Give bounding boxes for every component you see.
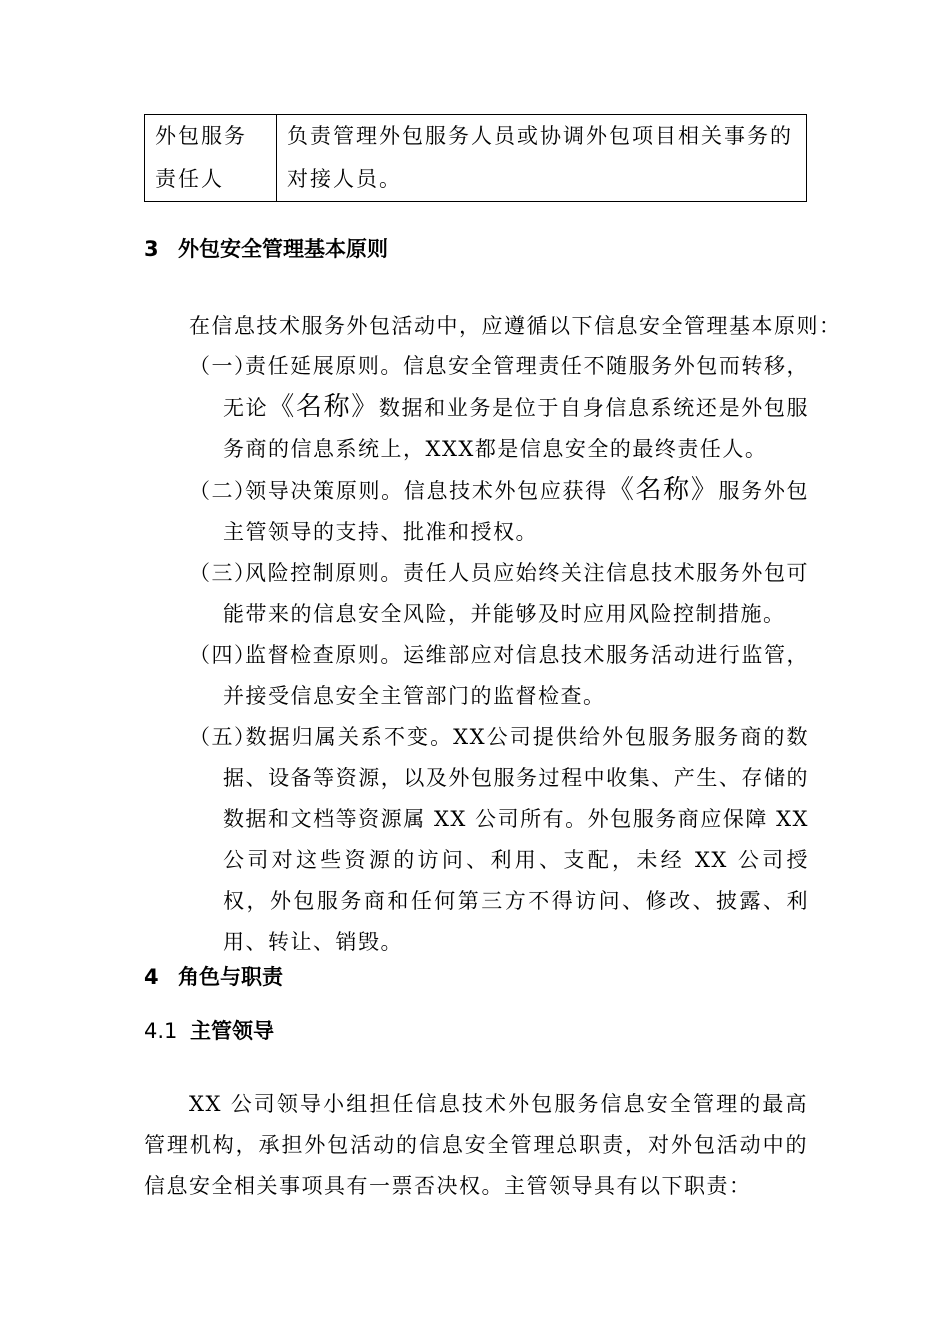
- list-item: [189, 717, 809, 963]
- list-item: [189, 635, 809, 717]
- section-number: 3: [144, 237, 159, 261]
- item-marker: （三）: [189, 561, 257, 585]
- definition-table: [144, 114, 807, 202]
- principles-list: [189, 346, 809, 963]
- list-item: [189, 470, 809, 553]
- item-name: 《名称》: [607, 475, 719, 505]
- item-text: 领导决策原则。信息技术外包应获得: [245, 479, 608, 503]
- section-title: 外包安全管理基本原则: [178, 237, 388, 261]
- definition-cell: 负责管理外包服务人员或协调外包项目相关事务的对接人员。: [277, 115, 807, 202]
- table-row: [145, 115, 807, 202]
- list-item: [189, 553, 809, 635]
- list-item: [189, 346, 809, 470]
- section-number: 4: [144, 965, 159, 989]
- term-cell: 外包服务责任人: [145, 115, 277, 202]
- item-name: 《名称》: [268, 392, 379, 422]
- item-text: 监督检查原则。运维部应对信息技术服务活动进行监管，并接受信息安全主管部门的监督检查。: [223, 643, 809, 708]
- section-title: 角色与职责: [178, 965, 283, 989]
- subsection-title: 主管领导: [190, 1019, 274, 1043]
- item-text: 数据和业务是位于自身信息系统还是外包服务商的信息系统上，XXX都是信息安全的最终责任人。: [223, 396, 810, 461]
- section-3-intro: 在信息技术服务外包活动中，应遵循以下信息安全管理基本原则：: [189, 314, 842, 338]
- item-marker: （一）: [189, 354, 257, 378]
- item-text: 风险控制原则。责任人员应始终关注信息技术服务外包可能带来的信息安全风险，并能够及时应用风险控制措施。: [223, 561, 809, 626]
- item-text: 责任延展原则。信息安全管理责任不随服务外包而转移，无论: [223, 354, 809, 420]
- item-marker: （五）: [189, 725, 257, 749]
- item-marker: （四）: [189, 643, 257, 667]
- subsection-4-1-heading: [144, 1016, 274, 1046]
- item-marker: （二）: [189, 479, 257, 503]
- item-text: 数据归属关系不变。XX公司提供给外包服务服务商的数据、设备等资源，以及外包服务过程中收集、产生、存储的数据和文档等资源属 XX 公司所有。外包服务商应保障 XX 公司对这些资源的访问、利用、支配，未经 XX 公司授权，外包服务商和任何第三方不得访问、修改、披露、利用、转让、销毁。: [223, 725, 809, 954]
- section-4-heading: [144, 962, 283, 992]
- subsection-4-1-paragraph: XX 公司领导小组担任信息技术外包服务信息安全管理的最高管理机构，承担外包活动的信息安全管理总职责，对外包活动中的信息安全相关事项具有一票否决权。主管领导具有以下职责：: [144, 1092, 808, 1198]
- section-3-heading: [144, 234, 388, 264]
- item-text: 服务外包主管领导的支持、批准和授权。: [223, 479, 809, 544]
- subsection-number: 4.1: [144, 1019, 178, 1043]
